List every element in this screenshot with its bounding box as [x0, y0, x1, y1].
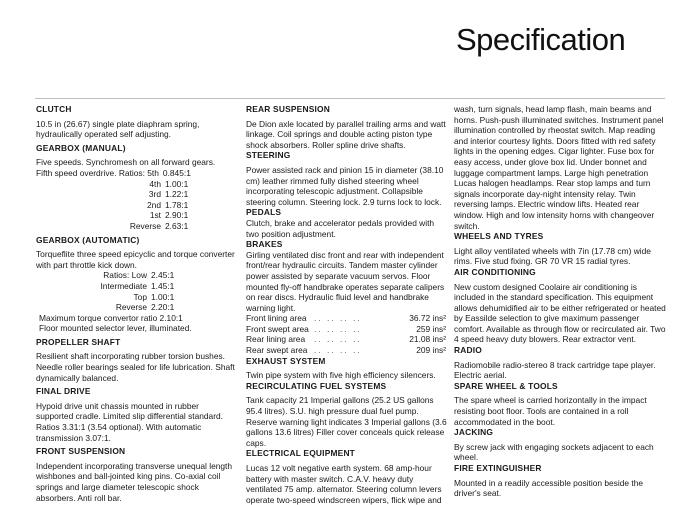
pedals-text: Clutch, brake and accelerator pedals provided with two position adjustment. — [246, 217, 435, 239]
ratio-label: 2nd — [147, 199, 161, 210]
ratio-intro-value: 0.845:1 — [162, 167, 191, 178]
area-label: Rear swept area — [246, 345, 308, 356]
ratio-value: 1.00:1 — [165, 178, 189, 189]
ratio-row — [36, 179, 238, 190]
brake-area-row — [246, 313, 448, 324]
ratio-row — [36, 210, 238, 221]
ratio-value: 2.20:1 — [151, 302, 175, 313]
ratio-row — [36, 281, 238, 292]
selector-line: Floor mounted selector lever, illuminated. — [39, 323, 192, 334]
ratio-value: 2.63:1 — [165, 220, 189, 231]
leader-dots: .. .. .. .. — [314, 345, 362, 356]
page-title: Specification — [456, 22, 626, 57]
leader-dots: .. .. .. .. — [314, 313, 362, 324]
column-left — [36, 104, 238, 503]
gearbox-manual-ratios-intro — [36, 168, 238, 179]
column-right — [454, 104, 666, 499]
electrical-text-continued: wash, turn signals, head lamp flash, main beams and horns. Push-push illuminated switches. Instrument panel illumination controlled by rheostat switch. Map reading and interior courtesy lights. Doors fitted with red safety lights in the opening edges. Cigar lighter. Fuse box for easy access, under glove box lid. Under bonnet and luggage compartment lamps. Large high penetration Lucas halogen headlamps. Rear stop lamps and turn signals incorporate day-night intensity relay. Twin reversing lamps. Electric window lifts. Heated rear window. High and low intensity horns with changeover switch. — [454, 104, 664, 231]
fire-extinguisher-text: Mounted in a readily accessible position beside the driver's seat. — [454, 477, 644, 499]
electrical-text: Lucas 12 volt negative earth system. 68 amp-hour battery with master switch. C.A.V. heavy duty ventilated 75 amp. alternator. Steering column levers operate two-speed windscreen wipers, flick wipe and — [246, 463, 442, 505]
ratio-row — [36, 221, 238, 232]
brake-area-row — [246, 345, 448, 356]
column-middle — [246, 104, 448, 505]
steering-text: Power assisted rack and pinion 15 in diameter (38.10 cm) leather rimmed fully dished steering wheel incorporating telescopic adjustment. Collapsible steering column. Steering lock. 2.9 turns lock to lock. — [246, 164, 444, 207]
brake-area-row — [246, 334, 448, 345]
spare-wheel-text: The spare wheel is carried horizontally in the impact resisting boot floor. Tools are contained in a roll accommodated in the boot. — [454, 395, 647, 427]
ratio-label: 4th — [149, 178, 161, 189]
clutch-heading: CLUTCH — [36, 104, 72, 114]
front-suspension-heading: FRONT SUSPENSION — [36, 446, 126, 457]
jacking-heading: JACKING — [454, 427, 494, 438]
leader-dots: .. .. .. .. — [314, 323, 362, 334]
ratio-label: Top — [133, 291, 147, 302]
area-value: 209 ins² — [416, 345, 446, 356]
exhaust-heading: EXHAUST SYSTEM — [246, 355, 326, 366]
steering-heading: STEERING — [246, 150, 291, 161]
leader-dots: .. .. .. .. — [314, 334, 362, 345]
ratio-intro-label: Fifth speed overdrive. Ratios: 5th — [36, 167, 159, 178]
ratio-value: 1.22:1 — [165, 189, 189, 200]
area-value: 36.72 ins² — [409, 313, 446, 324]
ratio-row — [36, 270, 238, 281]
fire-extinguisher-heading: FIRE EXTINGUISHER — [454, 463, 542, 473]
pedals-heading: PEDALS — [246, 207, 282, 218]
area-value: 21.08 ins² — [409, 334, 446, 345]
ratio-label: Intermediate — [100, 280, 147, 291]
area-value: 259 ins² — [416, 323, 446, 334]
radio-text: Radiomobile radio-stereo 8 track cartridge tape player. Electric aerial. — [454, 359, 656, 381]
ratio-value: 1.45:1 — [151, 280, 175, 291]
ratio-label: 3rd — [148, 189, 161, 200]
brake-area-row — [246, 324, 448, 335]
header-divider — [35, 98, 665, 99]
spare-wheel-heading: SPARE WHEEL & TOOLS — [454, 380, 558, 391]
wheels-heading: WHEELS AND TYRES — [454, 231, 544, 242]
brakes-text: Girling ventilated disc front and rear with independent front/rear hydraulic circuits. Tandem master cylinder power assisted by separate vacuum servos. Floor mounted fly-off handbrake operates separate calipers on rear discs. Hydraulic fluid level and handbrake warning light. — [246, 249, 445, 313]
ratio-row — [36, 200, 238, 211]
ratio-value: 1.00:1 — [151, 291, 175, 302]
final-drive-text: Hypoid drive unit chassis mounted in rubber supported cradle. Limited slip differential standard. Ratios 3.31:1 (3.54 optional). With automatic transmission 3.07:1. — [36, 400, 223, 443]
air-conditioning-heading: AIR CONDITIONING — [454, 266, 536, 277]
area-label: Front swept area — [246, 323, 309, 334]
radio-heading: RADIO — [454, 345, 482, 356]
propeller-shaft-text: Resilient shaft incorporating rubber torsion bushes. Needle roller bearings sealed for life lubrication. Shaft dynamically balanced. — [36, 351, 235, 383]
ratio-label: Reverse — [115, 302, 147, 313]
ratio-value: 2.45:1 — [151, 270, 175, 281]
electrical-heading: ELECTRICAL EQUIPMENT — [246, 448, 356, 459]
gearbox-auto-heading: GEARBOX (AUTOMATIC) — [36, 234, 140, 245]
front-suspension-text: Independent incorporating transverse unequal length wishbones and ball-jointed king pins. Co-axial coil springs and large diameter telescopic shock absorbers. Anti roll bar. — [36, 460, 233, 503]
rear-suspension-heading: REAR SUSPENSION — [246, 104, 330, 114]
fuel-heading: RECIRCULATING FUEL SYSTEMS — [246, 380, 387, 391]
final-drive-heading: FINAL DRIVE — [36, 386, 91, 397]
air-conditioning-text: New custom designed Coolaire air conditioning is included in the standard specification. This equipment allows dehumidified air to be either refrigerated or heated by Eassilde selection to give maximum passenger comfort. Available as through flow or recirculated air. Two 4 speed heavy duty blowers. Rear extractor vent. — [454, 281, 666, 345]
ratio-value: 1.78:1 — [165, 199, 189, 210]
area-label: Rear lining area — [246, 334, 306, 345]
torque-ratio-line: Maximum torque convertor ratio 2.10:1 — [39, 312, 183, 323]
gearbox-manual-intro: Five speeds. Synchromesh on all forward gears. — [36, 157, 216, 168]
brakes-heading: BRAKES — [246, 239, 283, 250]
ratio-row — [36, 302, 238, 313]
propeller-shaft-heading: PROPELLER SHAFT — [36, 336, 121, 347]
fuel-text: Tank capacity 21 Imperial gallons (25.2 US gallons 95.4 litres). S.U. high pressure dual fuel pump. Reserve warning light indicates 3 Imperial gallons (3.6 gallons 13.6 litres) Filler cover conceals quick release caps. — [246, 395, 447, 448]
jacking-text: By screw jack with engaging sockets adjacent to each wheel. — [454, 441, 654, 463]
clutch-text: 10.5 in (26.67) single plate diaphram spring, hydraulically operated self adjusting. — [36, 118, 200, 140]
ratio-label: 1st — [149, 210, 161, 221]
ratio-label: Ratios: Low — [103, 270, 147, 281]
gearbox-auto-text: Torqueflite three speed epicyclic and torque converter with part throttle kick down. — [36, 249, 235, 270]
ratio-value: 2.90:1 — [165, 210, 189, 221]
area-label: Front lining area — [246, 313, 307, 324]
rear-suspension-text: De Dion axle located by parallel trailing arms and watt linkage. Coil springs and double acting piston type shock absorbers. Roller spline drive shafts. — [246, 118, 446, 150]
wheels-text: Light alloy ventilated wheels with 7in (17.78 cm) wide rims. Five stud fixing. GR 70 VR 15 radial tyres. — [454, 245, 651, 267]
gearbox-manual-heading: GEARBOX (MANUAL) — [36, 142, 126, 153]
exhaust-text: Twin pipe system with five high efficiency silencers. — [246, 370, 436, 381]
ratio-label: Reverse — [129, 220, 161, 231]
ratio-row — [36, 292, 238, 303]
ratio-row — [36, 189, 238, 200]
